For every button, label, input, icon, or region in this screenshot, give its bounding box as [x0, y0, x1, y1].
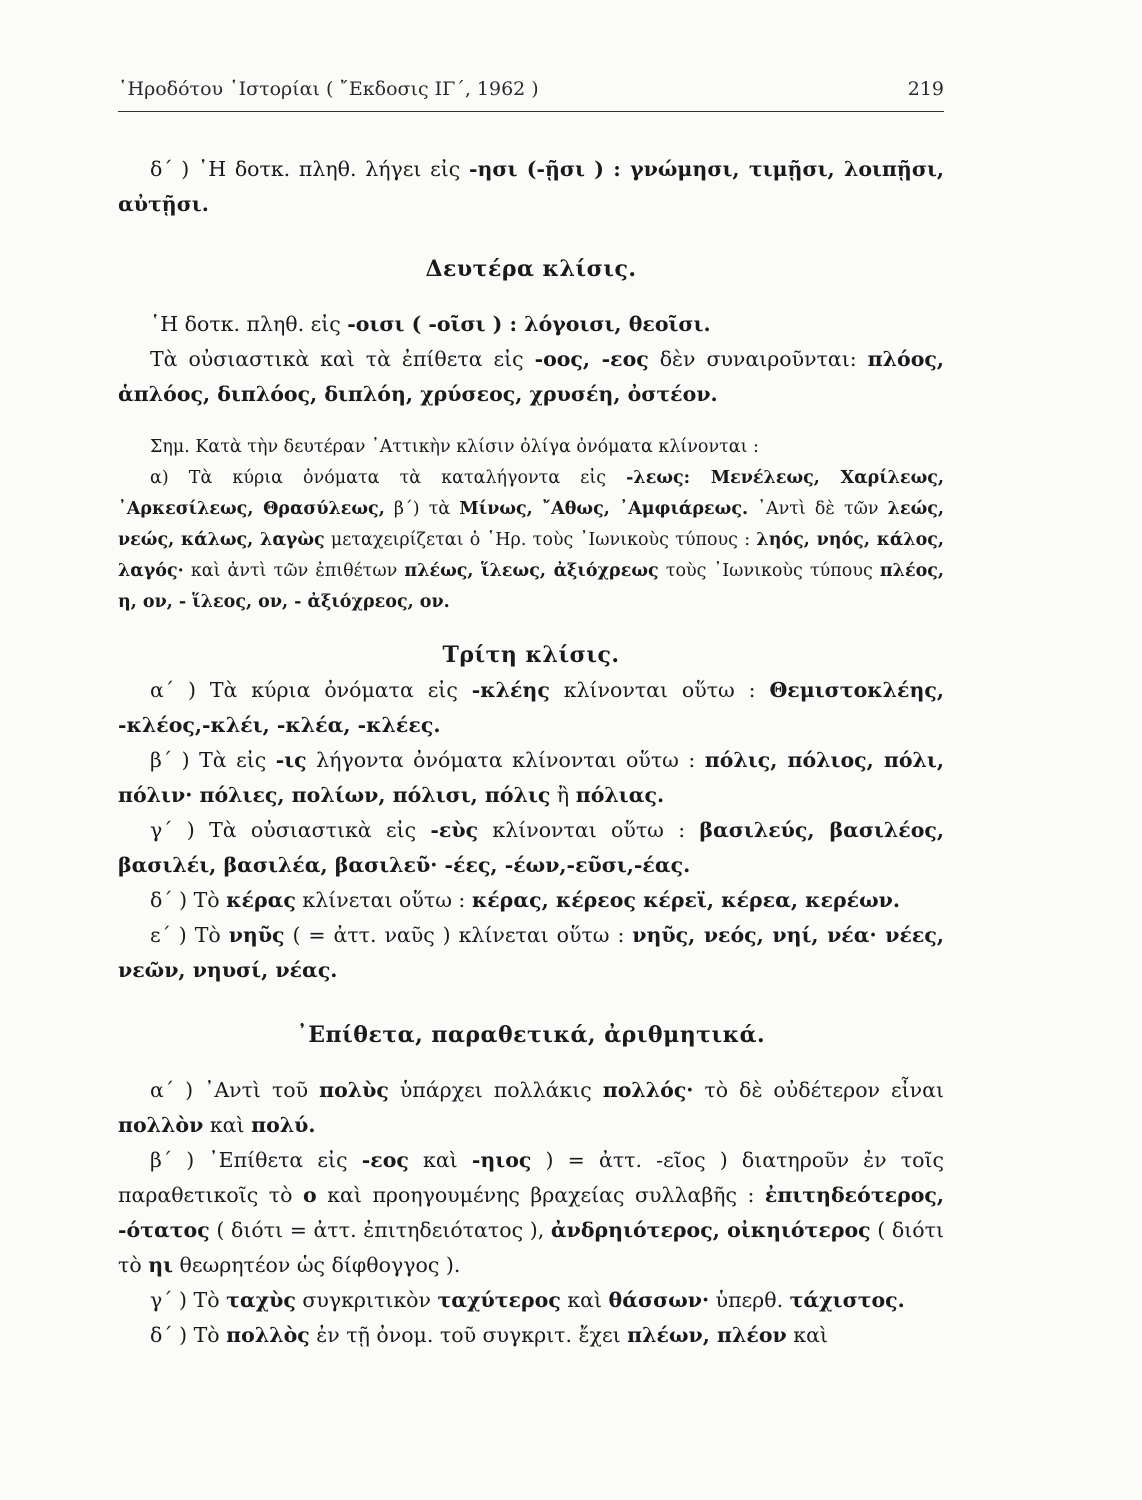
text-run: ε΄ ) Τὸ [150, 923, 229, 947]
bold-forms: νηῦς, νεός, νηί, νέα· νέες, νεῶν, νηυσί, νέας. [118, 923, 945, 982]
bold-forms: ταχὺς [226, 1288, 296, 1312]
paragraph-adj-d [118, 1318, 944, 1353]
bold-forms: λεώς, νεώς, κάλως, λαγὼς [118, 499, 944, 550]
bold-forms: -κλέης [471, 678, 550, 702]
paragraph-second-dative [118, 307, 944, 342]
bold-forms: πολλὸς [226, 1323, 310, 1347]
spacer [118, 988, 944, 1018]
bold-forms: -ις [275, 748, 307, 772]
text-run: κλίνεται οὕτω : [295, 888, 472, 912]
text-run: Τὰ οὐσιαστικὰ καὶ τὰ ἐπίθετα εἰς [150, 347, 535, 371]
text-run: α) Τὰ κύρια ὀνόματα τὰ καταλήγοντα εἰς [150, 468, 627, 488]
spacer [118, 412, 944, 432]
bold-forms: κέρας, κέρεος κέρεϊ, κέρεα, κερέων. [471, 888, 900, 912]
text-run: καὶ [203, 1113, 252, 1137]
bold-forms: Θεμιστοκλέης, -κλέος,-κλέι, -κλέα, -κλέες. [118, 678, 944, 737]
paragraph-third-e [118, 918, 944, 988]
text-run: β΄ ) ᾿Επίθετα εἰς [150, 1148, 362, 1172]
text-run: β΄ ) Τὰ εἰς [150, 748, 276, 772]
text-run: α΄ ) ᾿Αντὶ τοῦ [150, 1078, 320, 1102]
note-block [118, 432, 944, 618]
bold-forms: ταχύτερος [437, 1288, 561, 1312]
bold-forms: βασιλεύς, βασιλέος, βασιλέι, βασιλέα, βασιλεῦ· -έες, -έων,-εῦσι,-έας. [118, 818, 945, 877]
bold-forms: πολλός· [602, 1078, 694, 1102]
text-run: καὶ προηγουμένης βραχείας συλλαβῆς : [316, 1183, 765, 1207]
bold-forms: πλέων, πλέον [627, 1323, 787, 1347]
bold-forms: τάχιστος. [789, 1288, 905, 1312]
paragraph-adj-c [118, 1283, 944, 1318]
note-intro: Σημ. Κατὰ τὴν δευτέραν ᾿Αττικὴν κλίσιν ὀλίγα ὀνόματα κλίνονται : [150, 437, 759, 457]
text-run: ( = ἀττ. ναῦς ) κλίνεται οὕτω : [284, 923, 633, 947]
bold-forms: θάσσων· [608, 1288, 710, 1312]
page-number: 219 [907, 78, 944, 100]
text-run: συγκριτικὸν [295, 1288, 438, 1312]
paragraph-third-a [118, 673, 944, 743]
text-run: γ΄ ) Τὸ [150, 1288, 227, 1312]
bold-forms: πολὺς [319, 1078, 389, 1102]
paragraph-adj-b [118, 1143, 944, 1283]
bold-forms: πλόος, ἁπλόος, διπλόος, διπλόη, χρύσεος, χρυσέη, ὀστέον. [118, 347, 944, 406]
paragraph-adj-a [118, 1073, 944, 1143]
text-run: κλίνονται οὕτω : [478, 818, 700, 842]
text-run: δ΄ ) Τὸ [150, 888, 227, 912]
spacer [118, 222, 944, 252]
text-run: ( διότι τὸ [118, 1218, 944, 1277]
paragraph-third-b [118, 743, 944, 813]
bold-forms: -οος, -εος [534, 347, 649, 371]
bold-forms: κέρας [226, 888, 296, 912]
text-run: ) = ἀττ. -εῖος ) διατηροῦν ἐν τοῖς παραθετικοῖς τὸ [118, 1148, 944, 1207]
bold-forms: ο [302, 1183, 317, 1207]
bold-forms: πολύ. [251, 1113, 316, 1137]
text-run: ᾿Αντὶ δὲ τῶν [748, 499, 888, 519]
text-run: γ΄ ) Τὰ οὐσιαστικὰ εἰς [150, 818, 431, 842]
text-run: β΄) τὰ [384, 499, 460, 519]
text-run: κλίνονται οὕτω : [549, 678, 770, 702]
header-rule [118, 111, 944, 112]
bold-forms: -ησι (-ῇσι ) : γνώμησι, τιμῇσι, λοιπῇσι, αὐτῇσι. [118, 157, 944, 216]
bold-forms: -λεως: Μενέλεως, Χαρίλεως, ᾿Αρκεσίλεως, Θρασύλεως, [118, 468, 944, 519]
paragraph-third-d [118, 883, 944, 918]
text-run: καὶ ἀντὶ τῶν ἐπιθέτων [183, 561, 405, 581]
text-run: μεταχειρίζεται ὁ ῾Ηρ. τοὺς ᾿Ιωνικοὺς τύπους : [324, 530, 757, 550]
bold-forms: νηῦς [228, 923, 285, 947]
spacer [118, 618, 944, 638]
heading-third-declension: Τρίτη κλίσις. [442, 642, 620, 668]
text-run: ὑπάρχει πολλάκις [388, 1078, 603, 1102]
paragraph-third-c [118, 813, 944, 883]
note-body [118, 463, 944, 618]
header-title: ῾Ηροδότου ῾Ιστορίαι ( ῎Εκδοσις ΙΓ΄, 1962 ) [118, 78, 539, 100]
text-run: δὲν συναιροῦνται: [648, 347, 868, 371]
bold-forms: -ηιος [471, 1148, 532, 1172]
text-run: καὶ [786, 1323, 828, 1347]
text-run: ἢ [550, 783, 576, 807]
text-run: καὶ [408, 1148, 472, 1172]
spacer [118, 1053, 944, 1073]
spacer [118, 287, 944, 307]
text-run: δ΄ ) ῾Η δοτκ. πληθ. λήγει εἰς [150, 157, 469, 181]
text-run: λήγοντα ὀνόματα κλίνονται οὕτω : [306, 748, 705, 772]
text-run: δ΄ ) Τὸ [150, 1323, 227, 1347]
text-run: α΄ ) Τὰ κύρια ὀνόματα εἰς [150, 678, 472, 702]
bold-forms: ἐπιτηδεότερος, -ότατος [118, 1183, 944, 1242]
page-body [118, 152, 944, 1353]
text-run: ὑπερθ. [709, 1288, 790, 1312]
heading-second-declension: Δευτέρα κλίσις. [425, 256, 637, 282]
bold-forms: ληός, νηός, κάλος, λαγός· [118, 530, 944, 581]
bold-forms: -εος [361, 1148, 409, 1172]
bold-forms: Μίνως, ῎Αθως, ᾿Αμφιάρεως. [459, 499, 749, 519]
bold-forms: πολλὸν [118, 1113, 204, 1137]
bold-forms: ἀνδρηιότερος, οἰκηιότερος [550, 1218, 871, 1242]
text-run: θεωρητέον ὡς δίφθογγος ). [173, 1253, 461, 1277]
bold-forms: πόλιας. [575, 783, 665, 807]
text-run: τὸ δὲ οὐδέτερον εἶναι [693, 1078, 945, 1102]
text-run: τοὺς ᾿Ιωνικοὺς τύπους [658, 561, 880, 581]
text-run: ( διότι = ἀττ. ἐπιτηδειότατος ), [209, 1218, 551, 1242]
bold-forms: πόλις, πόλιος, πόλι, πόλιν· πόλιες, πολίων, πόλισι, πόλις [118, 748, 944, 807]
running-header [118, 78, 944, 100]
paragraph-second-contraction [118, 342, 944, 412]
bold-forms: ηι [148, 1253, 174, 1277]
text-run: ῾Η δοτκ. πληθ. εἰς [150, 312, 348, 336]
paragraph-delta-dative [118, 152, 944, 222]
bold-forms: -οισι ( -οῖσι ) : λόγοισι, θεοῖσι. [347, 312, 711, 336]
text-run: ἐν τῇ ὀνομ. τοῦ συγκριτ. ἔχει [309, 1323, 628, 1347]
bold-forms: -εὺς [430, 818, 479, 842]
heading-adjectives: ᾿Επίθετα, παραθετικά, ἀριθμητικά. [296, 1022, 766, 1048]
bold-forms: πλέως, ἵλεως, ἀξιόχρεως [404, 561, 659, 581]
bold-forms: πλέος, η, ον, - ἵλεος, ον, - ἀξιόχρεος, ον. [118, 561, 945, 612]
text-run: καὶ [560, 1288, 609, 1312]
